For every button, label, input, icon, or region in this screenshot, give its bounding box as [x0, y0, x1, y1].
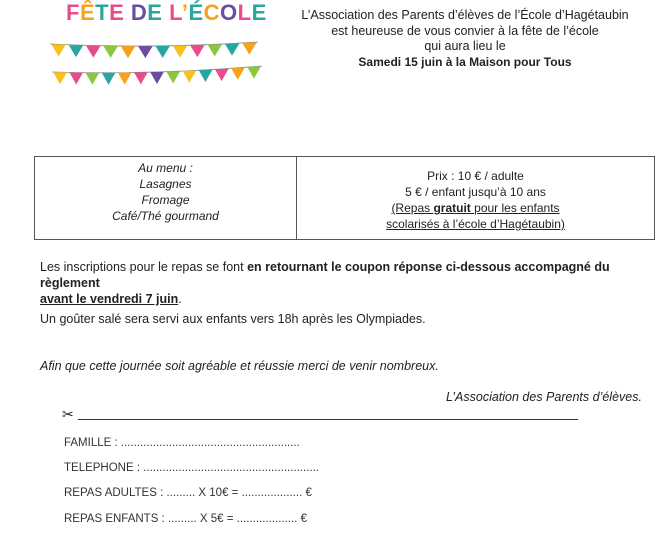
title-letter — [124, 0, 131, 25]
bunting-flag — [247, 67, 261, 79]
title-letter: E — [109, 0, 125, 25]
title-letter: ’ — [181, 0, 189, 25]
title-letter: L — [169, 0, 182, 25]
bunting-flag — [69, 73, 83, 85]
title-letter: É — [188, 0, 204, 25]
telephone-field: TELEPHONE : ....................................................... — [64, 462, 319, 474]
famille-field: FAMILLE : ........................................................ — [64, 437, 300, 449]
invitation-header — [300, 8, 630, 70]
bunting-flag — [86, 73, 100, 85]
title-letter: Ê — [79, 0, 96, 25]
registration-paragraph — [40, 259, 662, 307]
registration-deadline: avant le vendredi 7 juin — [40, 292, 179, 306]
bunting-decoration — [48, 38, 268, 100]
invitation-line-3: qui aura lieu le — [424, 39, 506, 53]
child-price: 5 € / enfant jusqu’à 10 ans — [405, 185, 546, 199]
event-title — [66, 0, 267, 26]
menu-column — [35, 157, 297, 239]
free-note-suffix: pour les enfants — [470, 201, 560, 215]
free-meal-note — [297, 200, 654, 216]
child-meals-field: REPAS ENFANTS : ......... X 5€ = ................... € — [64, 513, 307, 525]
price-column — [297, 157, 654, 239]
bunting-flag — [138, 46, 153, 58]
signature: L’Association des Parents d’élèves. — [446, 390, 642, 404]
registration-bold: en retournant le coupon réponse ci-dessous accompagné du règlement — [40, 260, 610, 290]
bunting-flag — [102, 73, 116, 85]
bunting-flag — [166, 71, 180, 83]
adult-price: Prix : 10 € / adulte — [427, 169, 524, 183]
title-letter: E — [147, 0, 163, 25]
bunting-flag — [103, 46, 118, 58]
invitation-line-1: L’Association des Parents d’élèves de l’École d’Hagétaubin — [301, 8, 629, 22]
bunting-flag — [51, 44, 66, 56]
bunting-flag — [231, 68, 245, 80]
invitation-line-2: est heureuse de vous convier à la fête de l’école — [331, 23, 599, 38]
bunting-flag — [173, 46, 188, 58]
adult-meals-field: REPAS ADULTES : ......... X 10€ = ................... € — [64, 487, 312, 499]
title-letter: E — [251, 0, 267, 25]
bunting-flag — [118, 73, 132, 85]
free-meal-note-line-2: scolarisés à l’école d’Hagétaubin) — [386, 217, 565, 231]
snack-paragraph: Un goûter salé sera servi aux enfants vers 18h après les Olympiades. — [40, 312, 426, 326]
title-letter: C — [203, 0, 221, 25]
title-letter: O — [220, 0, 238, 25]
registration-end: . — [178, 292, 182, 306]
bunting-flag — [183, 71, 197, 83]
bunting-flag — [190, 45, 205, 57]
cut-divider — [78, 419, 578, 420]
title-letter: L — [237, 0, 252, 25]
menu-item: Café/Thé gourmand — [112, 209, 219, 223]
bunting-flag — [86, 46, 101, 58]
event-date: Samedi 15 juin à la Maison pour Tous — [358, 54, 572, 69]
bunting-flag — [150, 72, 164, 84]
cut-line — [62, 406, 578, 422]
bunting-flag — [155, 46, 170, 58]
menu-item: Lasagnes — [139, 177, 192, 191]
bunting-flag — [199, 70, 213, 82]
bunting-flag — [134, 72, 148, 84]
menu-heading: Au menu : — [138, 161, 193, 175]
bunting-flag — [215, 69, 229, 81]
bunting-flag — [53, 72, 67, 84]
bunting-flag — [242, 43, 257, 55]
free-note-bold: gratuit — [433, 201, 471, 215]
registration-text: Les inscriptions pour le repas se font — [40, 260, 248, 274]
bunting-flag — [69, 45, 84, 57]
title-letter: T — [95, 0, 110, 25]
bunting-flag — [207, 44, 222, 56]
title-letter: F — [66, 0, 80, 25]
bunting-string — [52, 66, 262, 73]
closing-paragraph: Afin que cette journée soit agréable et réussie merci de venir nombreux. — [40, 359, 439, 373]
bunting-flag — [121, 46, 136, 58]
menu-table — [34, 156, 655, 240]
free-note-prefix: (Repas — [391, 201, 434, 215]
scissors-icon: ✂ — [62, 406, 74, 422]
title-letter: D — [130, 0, 148, 25]
bunting-flag — [225, 44, 240, 56]
menu-item: Fromage — [141, 193, 190, 207]
